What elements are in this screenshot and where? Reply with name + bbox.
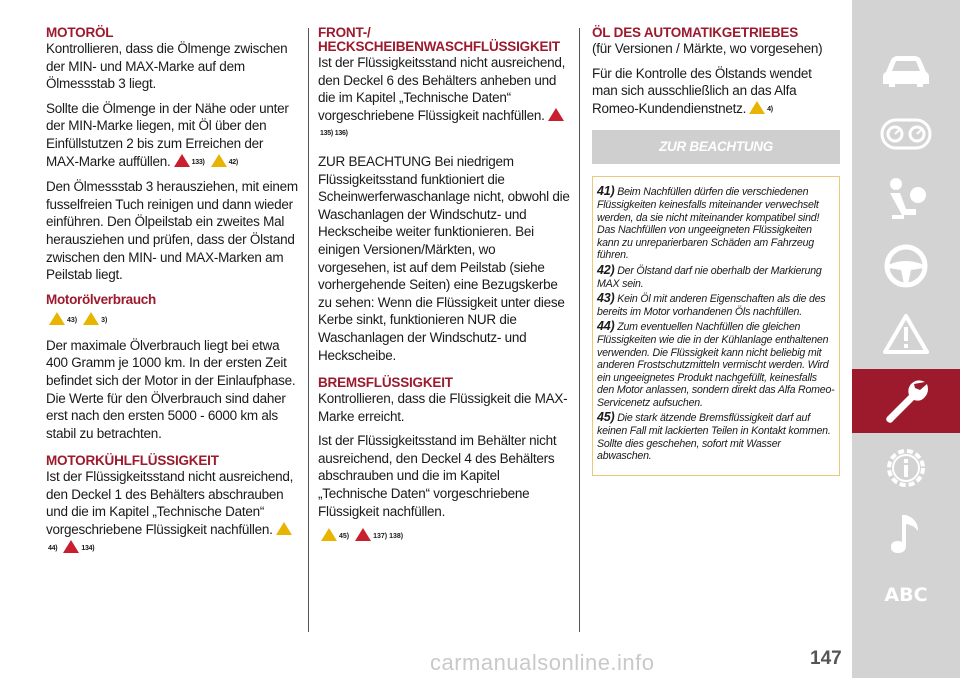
paragraph-text: Ist der Flüssigkeitsstand nicht ausreichend, den Deckel 1 des Behälters abschrauben und die im Kapitel „Technische Daten“ vorgeschriebene Flüssigkeit nachfüllen. [46,469,294,538]
warning-yellow-icon [83,312,99,325]
heading-motoroelverbrauch: Motorölverbrauch [46,291,156,307]
sidebar-item-technical-data[interactable] [852,438,960,498]
footnote-ref[interactable]: 44) [48,544,58,552]
column-divider [308,28,309,632]
footnote-ref[interactable]: 135) 136) [320,130,348,138]
footnote-ref[interactable]: 43) [67,316,78,324]
warning-red-icon [548,108,564,121]
paragraph-text: Sollte die Ölmenge in der Nähe oder unter der MIN-Marke liegen, mit Öl über den Einfüllstutzen 2 bis zum Erreichen der MAX-Marke auffüllen. [46,100,289,169]
paragraph-text: Ist der Flüssigkeitsstand nicht ausreichend, den Deckel 6 des Behälters anheben und die im Kapitel „Technische Daten“ vorgeschriebene Flüssigkeit nachfüllen. [318,55,566,123]
warning-yellow-icon [749,101,765,114]
sidebar-item-safety[interactable] [852,170,960,230]
paragraph [46,468,298,557]
heading-motorkuehlfluessigkeit: MOTORKÜHLFLÜSSIGKEIT [46,453,219,469]
warning-triangle-icon [883,313,929,355]
footnote-ref[interactable]: 42) [228,158,238,166]
sidebar-item-index[interactable]: ABC [884,584,928,606]
paragraph: Der maximale Ölverbrauch liegt bei etwa 400 Gramm je 1000 km. In der ersten Zeit befindet sich der Motor in der Einlaufphase. Die Werte für den Ölverbrauch sind daher erst nach den ersten 5000 - 6000 km als stabil zu betrachten. [46,337,296,441]
footnote-ref[interactable]: 45) [339,533,350,541]
note-text: Beim Nachfüllen dürfen die verschiedenen Flüssigkeiten keinesfalls miteinander verwechselt werden, da sie nicht miteinander kompatibel sind! Das Nachfüllen von ungeeigneten Flüssigkeiten kann zu unreparierbaren Schäden am Fahrzeug führen. [597,186,820,262]
warning-note [597,320,835,409]
warning-note [597,411,835,462]
heading-oel-automatikgetriebe: ÖL DES AUTOMATIKGETRIEBES [592,25,799,40]
warning-yellow-icon [211,154,227,167]
note-text: Der Ölstand darf nie oberhalb der Markierung MAX sein. [597,264,822,290]
page-number: 147 [810,648,842,669]
footnote-ref[interactable]: 134) [81,544,95,552]
note-text: Die stark ätzende Bremsflüssigkeit darf auf keinen Fall mit lackierten Teilen in Kontakt kommen. Sollte dies geschehen, sofort mit Wasser abwaschen. [597,412,831,463]
sidebar-item-maintenance[interactable] [852,369,960,433]
warning-box-header: ZUR BEACHTUNG [592,130,840,164]
sidebar [852,0,960,678]
paragraph: Den Ölmessstab 3 herausziehen, mit einem fusselfreien Tuch reinigen und dann wieder einführen. Den Ölpeilstab ein zweites Mal herausziehen und prüfen, dass der Ölstand zwischen den MIN- und MAX-Marken am Peilstab liegt. [46,179,298,283]
note-text: Kein Öl mit anderen Eigenschaften als die des bereits im Motor vorhandenen Öls nachfüllen. [597,293,826,318]
note-text: Zum eventuellen Nachfüllen die gleichen Flüssigkeiten wie die in der Kühlanlage enthaltenen verwenden. Die Flüssigkeit kann nicht beliebig mit anderen Frostschutzmitteln vermischt werden. Wird ein ungeeignetes Produkt nachgefüllt, keinesfalls den Motor anlassen, sondern direkt das Alfa Romeo-Servicenetz aufsuchen. [597,321,835,409]
heading-bremsfluessigkeit: BREMSFLÜSSIGKEIT [318,375,453,391]
column-1 [46,26,298,564]
footnote-ref[interactable]: 137) 138) [373,533,404,541]
note-number: 43) [597,291,615,306]
warning-red-icon [63,540,79,553]
paragraph [592,65,840,119]
warning-yellow-icon [321,528,337,541]
note-number: 44) [597,319,615,334]
steering-wheel-icon [883,243,929,289]
column-divider [579,28,580,632]
paragraph: Kontrollieren, dass die Flüssigkeit die MAX-Marke erreicht. [318,391,568,424]
warning-note [597,185,835,262]
heading-motoroel: MOTORÖL [46,25,114,40]
warning-yellow-icon [276,522,292,535]
paragraph: ZUR BEACHTUNG Bei niedrigem Flüssigkeitsstand funktioniert die Scheinwerferwaschanlage nicht, obwohl die Waschanlagen der Windschutz- und Heckscheibe weiter funktionieren. Bei einigen Versionen/Märkten, wo vorgesehen, ist auf dem Peilstab (siehe vorhergehende Seiten) eine Bezugskerbe zu sehen: Wenn die Flüssigkeit unter diese Kerbe sinkt, funktionieren NUR die Waschanlagen der Windschutz- und Heckscheibe. [318,153,570,363]
dashboard-gauges-icon [880,117,932,151]
footnote-ref[interactable]: 4) [767,105,773,113]
sidebar-item-car[interactable] [852,40,960,100]
music-note-icon [888,511,924,557]
warning-note [597,264,835,290]
paragraph: Kontrollieren, dass die Ölmenge zwischen der MIN- und MAX-Marke auf dem Ölmessstab 3 liegt. [46,41,288,92]
note-number: 42) [597,262,615,277]
paragraph: (für Versionen / Märkte, wo vorgesehen) [592,41,823,56]
gear-info-icon [883,445,929,491]
sidebar-item-driving[interactable] [852,236,960,296]
warning-box [592,176,840,475]
warning-note [597,292,835,318]
column-3 [592,26,840,476]
sidebar-item-multimedia[interactable] [852,504,960,564]
car-icon [880,50,932,90]
note-number: 45) [597,410,615,425]
wrench-icon [881,376,931,426]
paragraph [46,100,298,171]
column-2 [318,26,570,553]
warning-yellow-icon [49,312,65,325]
reference-line [46,311,298,329]
watermark: carmanualsonline.info [430,650,655,675]
reference-line [318,527,570,545]
warning-red-icon [355,528,371,541]
seat-airbag-icon [884,177,928,223]
warning-red-icon [174,154,190,167]
sidebar-item-emergency[interactable] [852,304,960,364]
sidebar-item-dashboard[interactable] [852,104,960,164]
paragraph: Ist der Flüssigkeitsstand im Behälter nicht ausreichend, den Deckel 4 des Behälters abschrauben und die im Kapitel „Technische Daten“ vorgeschriebene Flüssigkeit nachfüllen. [318,433,557,519]
paragraph-text: Für die Kontrolle des Ölstands wendet man sich ausschließlich an das Alfa Romeo-Kundendienstnetz. [592,65,812,116]
paragraph [318,54,570,143]
note-number: 41) [597,184,615,199]
footnote-ref[interactable]: 3) [101,316,108,324]
heading-front-heckscheibenwaschfluessigkeit: FRONT-/ HECKSCHEIBENWASCHFLÜSSIGKEIT [318,25,560,54]
footnote-ref[interactable]: 133) [191,158,205,166]
